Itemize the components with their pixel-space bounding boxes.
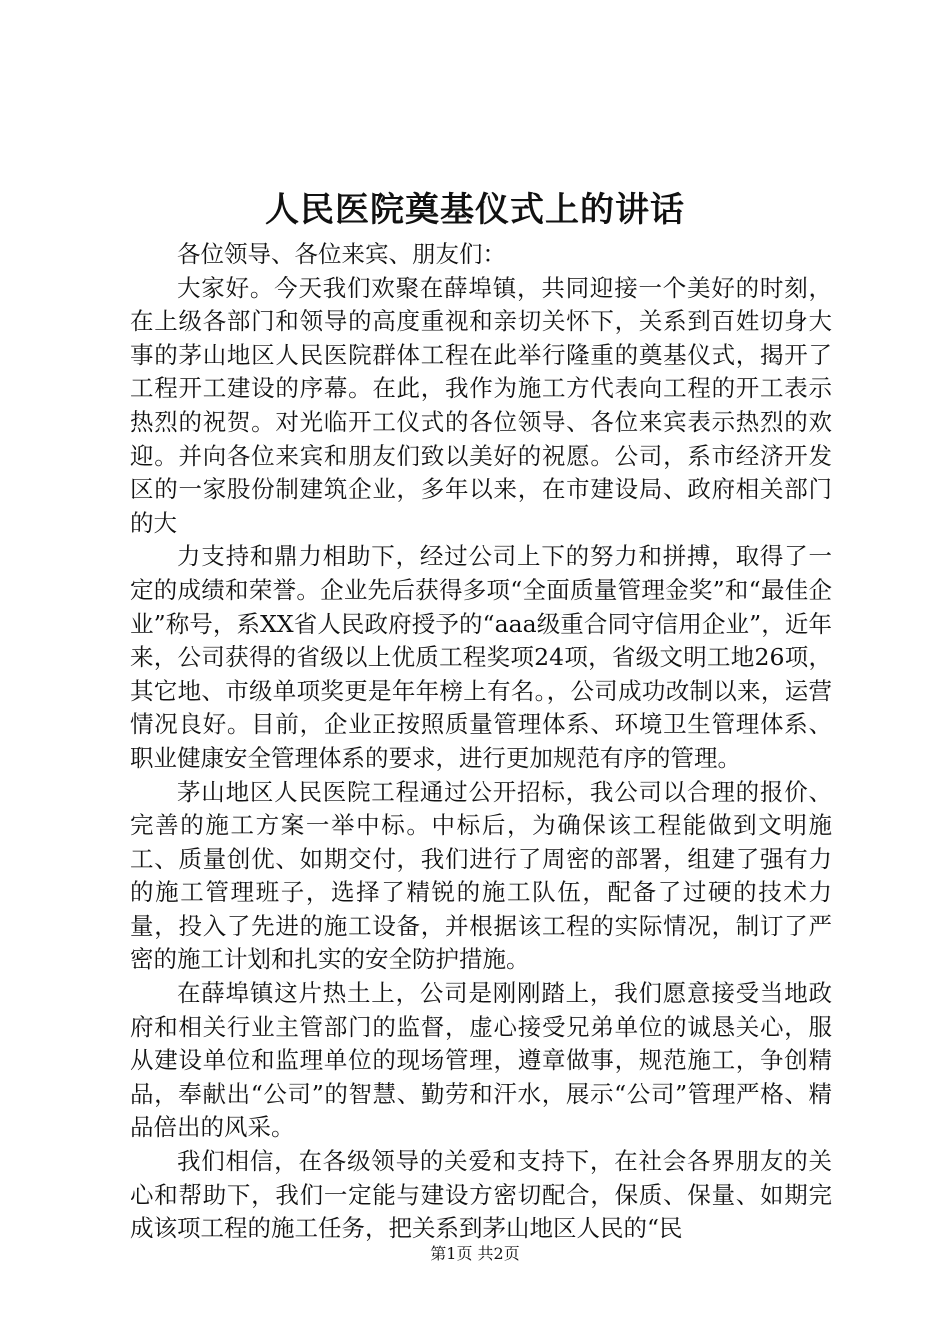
paragraph: 力支持和鼎力相助下，经过公司上下的努力和拼搏，取得了一定的成绩和荣誉。企业先后获得多项“全面质量管理金奖”和“最佳企业”称号，系XX省人民政府授予的“aaa级重合同守信用企业”，近年来，公司获得的省级以上优质工程奖项24项，省级文明工地26项，其它地、市级单项奖更是年年榜上有名。，公司成功改制以来，运营情况良好。目前，企业正按照质量管理体系、环境卫生管理体系、职业健康安全管理体系的要求，进行更加规范有序的管理。 bbox=[130, 542, 832, 772]
paragraph: 我们相信，在各级领导的关爱和支持下，在社会各界朋友的关心和帮助下，我们一定能与建设方密切配合，保质、保量、如期完成该项工程的施工任务，把关系到茅山地区人民的“民 bbox=[130, 1147, 832, 1243]
paragraph: 茅山地区人民医院工程通过公开招标，我公司以合理的报价、完善的施工方案一举中标。中标后，为确保该工程能做到文明施工、质量创优、如期交付，我们进行了周密的部署，组建了强有力的施工管理班子，选择了精锐的施工队伍，配备了过硬的技术力量，投入了先进的施工设备，并根据该工程的实际情况，制订了严密的施工计划和扎实的安全防护措施。 bbox=[130, 777, 832, 974]
paragraph: 大家好。今天我们欢聚在薛埠镇，共同迎接一个美好的时刻，在上级各部门和领导的高度重视和亲切关怀下，关系到百姓切身大事的茅山地区人民医院群体工程在此举行隆重的奠基仪式，揭开了工程开工建设的序幕。在此，我作为施工方代表向工程的开工表示热烈的祝贺。对光临开工仪式的各位领导、各位来宾表示热烈的欢迎。并向各位来宾和朋友们致以美好的祝愿。公司，系市经济开发区的一家股份制建筑企业，多年以来，在市建设局、政府相关部门的大 bbox=[130, 273, 832, 537]
page-number-footer: 第1页 共2页 bbox=[430, 1244, 520, 1263]
paragraph: 在薛埠镇这片热土上，公司是刚刚踏上，我们愿意接受当地政府和相关行业主管部门的监督，虚心接受兄弟单位的诚恳关心，服从建设单位和监理单位的现场管理，遵章做事，规范施工，争创精品，奉献出“公司”的智慧、勤劳和汗水，展示“公司”管理严格、精品倍出的风采。 bbox=[130, 979, 832, 1142]
document-body bbox=[130, 238, 832, 1246]
paragraph-salutation: 各位领导、各位来宾、朋友们： bbox=[177, 240, 506, 268]
document-title: 人民医院奠基仪式上的讲话 bbox=[265, 190, 685, 230]
